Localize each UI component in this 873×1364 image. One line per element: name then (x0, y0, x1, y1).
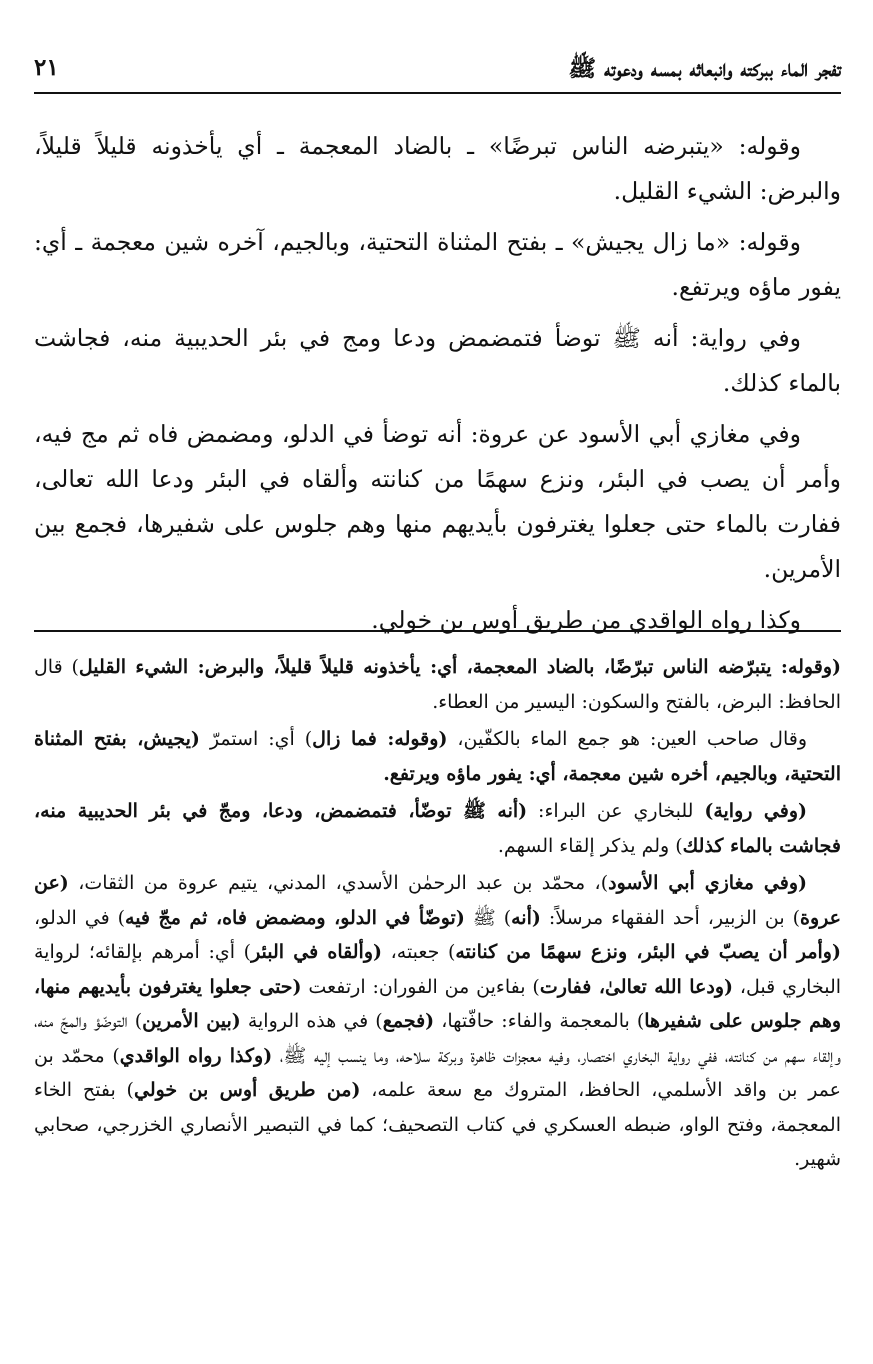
commentary-text-run: وقال صاحب العين: هو جمع الماء بالكفّين، (447, 728, 807, 750)
quoted-main-text: (وألقاه في البئر (251, 941, 382, 963)
commentary-text-run: ) بفاءين من الفوران: ارتفعت (301, 975, 540, 998)
quoted-main-text: (وفي مغازي أبي الأسود (608, 872, 807, 894)
main-paragraph: وقوله: «يتبرضه الناس تبرضًا» ـ بالضاد المعجمة ـ أي يأخذونه قليلاً قليلاً، والبرض: الشيء القليل. (34, 132, 841, 205)
commentary-text-run: ) ولم يذكر إلقاء السهم. (497, 834, 683, 857)
commentary-text-run: للبخاري عن البراء: (527, 800, 705, 822)
quoted-main-text: (أنه ﷺ توضّأ، فتمضمض، ودعا، ومجّ في بئر الحديبية منه، فجاشت بالماء كذلك (34, 800, 841, 857)
commentary-text-run: ) بفتح الخاء المعجمة، وفتح الواو، ضبطه العسكري في كتاب التصحيف؛ كما في التبصير الأنصاري الخزرجي، صحابي شهير. (34, 1079, 841, 1170)
quoted-main-text: (وأمر أن يصبّ في البئر، ونزع سهمًا من كنانته (455, 941, 841, 963)
quoted-main-text: (وقوله: يتبرّضه الناس تبرّضًا، بالضاد المعجمة، أي: يأخذونه قليلاً قليلاً، والبرض: الشيء القليل (78, 656, 841, 678)
commentary-paragraph (34, 722, 841, 791)
main-paragraph: وقوله: «ما زال يجيش» ـ بفتح المثناة التحتية، وبالجيم، آخره شين معجمة ـ أي: يفور ماؤه ويرتفع. (34, 228, 841, 301)
quoted-main-text: (أنه (511, 906, 541, 929)
main-paragraph: وكذا رواه الواقدي من طريق أوس بن خولي. (371, 606, 801, 634)
quoted-main-text: (وفي رواية) (704, 800, 807, 822)
commentary-text-run: ) في الدلو، (34, 906, 126, 929)
quoted-main-text: (وكذا رواه الواقدي (119, 1044, 273, 1067)
separator-rule (34, 630, 841, 632)
commentary-text-run: ) بن الزبير، أحد الفقهاء مرسلاً: (540, 906, 801, 929)
commentary-text-run: ) أي: استمرّ (199, 728, 313, 750)
commentary-text-run: ) ﷺ (464, 906, 512, 929)
commentary-paragraph (34, 866, 841, 1177)
running-title: تفجر الماء ببركته وانبعاثه بمسه ودعوته ﷺ (568, 55, 841, 82)
quoted-main-text: (فجمع (382, 1010, 435, 1032)
commentary-text-run: ) التوضّؤ والمجّ منه، وإلقاء سهم من كنانته، ففي رواية البخاري اختصار، وفيه معجزات ظاهرة وبركة سلاحه، وما ينسب إليه ﷺ، (34, 1010, 841, 1067)
page-header (34, 52, 841, 94)
quoted-main-text: (من طريق أوس بن خولي (133, 1079, 361, 1101)
main-paragraph: وفي رواية: أنه ﷺ توضأ فتمضمض ودعا ومج في بئر الحديبية منه، فجاشت بالماء كذلك. (34, 324, 841, 397)
main-paragraph: وفي مغازي أبي الأسود عن عروة: أنه توضأ في الدلو، ومضمض فاه ثم مج فيه، وأمر أن يصب في البئر، ونزع سهمًا من كنانته وألقاه في البئر ودعا الله تعالى، ففارت بالماء حتى جعلوا يغترفون بأيديهم منها وهم جلوس على شفيرها، فجمع بين الأمرين. (34, 420, 841, 583)
commentary-text-run: ) جعبته، (382, 941, 456, 963)
quoted-main-text: (حتى جعلوا يغترفون بأيديهم منها، وهم جلوس على شفيرها (34, 975, 842, 1032)
commentary-text-run: ) قال الحافظ: البرض، بالفتح والسكون: اليسير من العطاء. (34, 656, 841, 713)
commentary-text-run: ) بالمعجمة والفاء: حافّتها، (434, 1010, 645, 1032)
commentary-text-run: )، محمّد بن عبد الرحمٰن الأسدي، المدني، يتيم عروة من الثقات، (68, 872, 609, 894)
quoted-main-text: (وقوله: فما زال (312, 728, 448, 750)
commentary-text-run: ) أي: أمرهم بإلقائه؛ لرواية البخاري قبل، (34, 941, 842, 998)
page-number: ٢١ (34, 54, 59, 81)
commentary-text-run: ) محمّد بن عمر بن واقد الأسلمي، الحافظ، المتروك مع سعة علمه، (34, 1044, 841, 1101)
commentary-paragraph (34, 794, 841, 863)
quoted-main-text: (ودعا الله تعالىٰ، ففارت (539, 975, 734, 998)
commentary-text-run: ) في هذه الرواية (240, 1010, 383, 1032)
main-text (34, 124, 841, 649)
quoted-main-text: (عن عروة (34, 872, 841, 929)
commentary-text (34, 650, 841, 1180)
quoted-main-text: (بين الأمرين (142, 1010, 241, 1032)
commentary-paragraph (34, 650, 841, 719)
quoted-main-text: (يجيش، بفتح المثناة التحتية، وبالجيم، أخره شين معجمة، أي: يفور ماؤه ويرتفع. (34, 728, 841, 785)
quoted-main-text: (توضّأ في الدلو، ومضمض فاه، ثم مجّ فيه (125, 906, 465, 929)
